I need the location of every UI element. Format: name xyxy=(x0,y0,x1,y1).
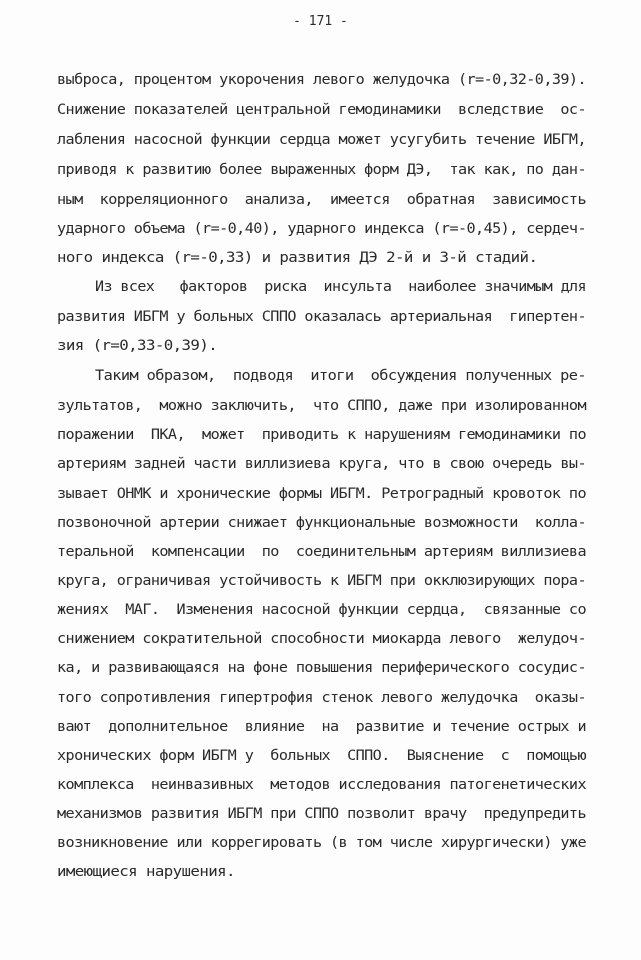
text-line: зывает ОНМК и хронические формы ИБГМ. Ретроградный кровоток по xyxy=(57,485,586,502)
text-line: ным корреляционного анализа, имеется обратная зависимость xyxy=(57,191,586,208)
text-line: приводя к развитию более выраженных форм ДЭ, так как, по дан- xyxy=(57,161,586,178)
text-line: выброса, процентом укорочения левого желудочка (r=-0,32-0,39). xyxy=(57,71,586,88)
text-line: Из всех факторов риска инсульта наиболее значимым для xyxy=(95,278,586,295)
text-line: жениях МАГ. Изменения насосной функции сердца, связанные со xyxy=(57,601,586,618)
text-line: имеющиеся нарушения. xyxy=(57,863,235,880)
text-line: Снижение показателей центральной гемодинамики вследствие ос- xyxy=(57,101,586,118)
text-line: лабления насосной функции сердца может усугубить течение ИБГМ, xyxy=(57,131,586,148)
text-line: ка, и развивающаяся на фоне повышения периферического сосудис- xyxy=(57,659,586,676)
text-line: Таким образом, подводя итоги обсуждения полученных ре- xyxy=(95,367,587,384)
text-line: ударного объема (r=-0,40), ударного индекса (r=-0,45), сердеч- xyxy=(57,220,586,237)
text-line: ного индекса (r=-0,33) и развития ДЭ 2-й и 3-й стадий. xyxy=(57,249,538,266)
text-line: круга, ограничивая устойчивость к ИБГМ при окклюзирующих пора- xyxy=(57,572,586,589)
text-line: возникновение или коррегировать (в том числе хирургически) уже xyxy=(57,834,586,851)
text-line: механизмов развития ИБГМ при СППО позволит врачу предупредить xyxy=(57,805,586,822)
text-line: того сопротивления гипертрофия стенок левого желудочка оказы- xyxy=(57,689,586,706)
text-line: позвоночной артерии снижает функциональные возможности колла- xyxy=(57,514,586,531)
text-line: хронических форм ИБГМ у больных СППО. Выяснение с помощью xyxy=(57,747,586,764)
page-number: - 171 - xyxy=(293,14,348,29)
text-line: поражении ПКА, может приводить к нарушениям гемодинамики по xyxy=(57,426,586,443)
text-line: снижением сократительной способности миокарда левого желудоч- xyxy=(57,630,586,647)
text-line: комплекса неинвазивных методов исследования патогенетических xyxy=(57,776,586,793)
text-line: артериям задней части виллизиева круга, что в свою очередь вы- xyxy=(57,455,586,472)
text-line: развития ИБГМ у больных СППО оказалась артериальная гипертен- xyxy=(57,308,586,325)
text-line: теральной компенсации по соединительным артериям виллизиева xyxy=(57,543,586,560)
text-line: зия (r=0,33-0,39). xyxy=(57,337,218,354)
text-line: вают дополнительное влияние на развитие и течение острых и xyxy=(57,718,586,735)
text-line: зультатов, можно заключить, что СППО, даже при изолированном xyxy=(57,397,586,414)
